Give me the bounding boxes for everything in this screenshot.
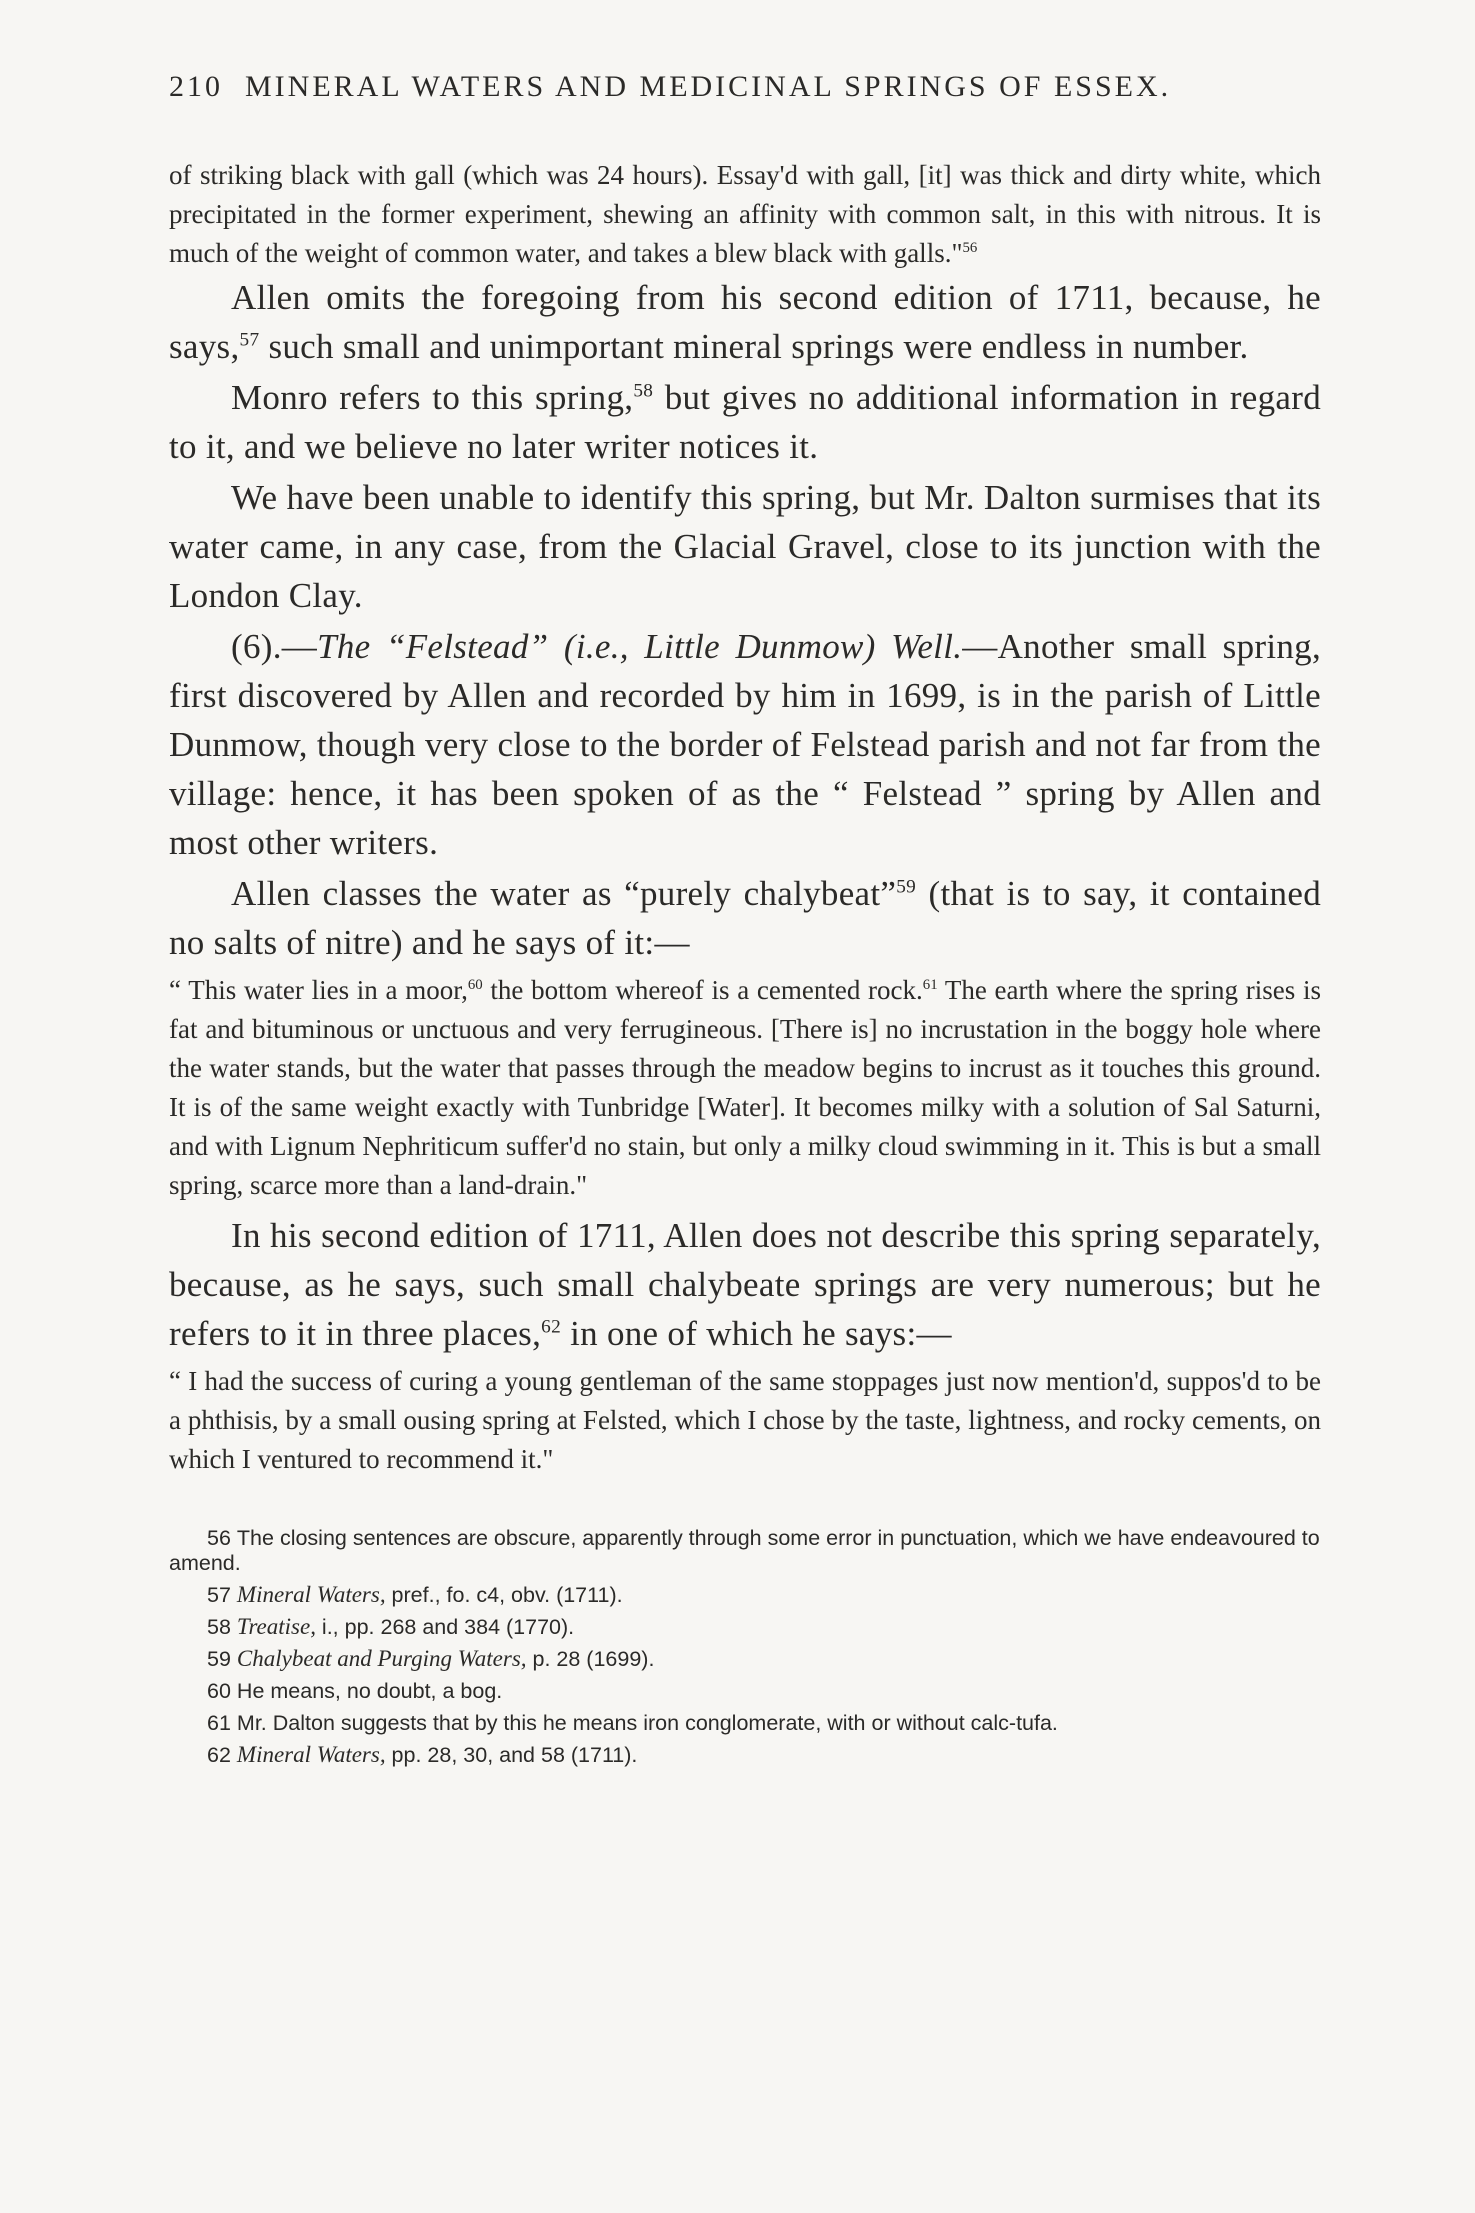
footnote-italic: Mineral Waters, <box>236 1742 386 1767</box>
paragraph-quote-continuation <box>169 156 1321 273</box>
section-title-part: (i.e., Little Dunmow) Well. <box>563 627 963 666</box>
quote-text: “ I had the success of curing a young gentleman of the same stoppages just now mention'd, suppos'd to be a phthisis, by a small ousing spring at Felsted, which I chose by the taste, lightness, and rocky cements, on which I ventured to recommend it." <box>169 1366 1321 1474</box>
paragraph-text: of striking black with gall (which was 24 hours). Essay'd with gall, [it] was thick and dirty white, which precipitated in the former experiment, shewing an affinity with common salt, in this with nitrous. It is much of the weight of common water, and takes a blew black with galls." <box>169 160 1321 268</box>
paragraph-text: Allen classes the water as “purely chalybeat” <box>231 874 897 913</box>
section-title-part: “Felstead” <box>370 627 564 666</box>
footnote-italic: Treatise, <box>236 1614 316 1639</box>
footnote-text: Mr. Dalton suggests that by this he means iron conglomerate, with or without calc-tufa. <box>236 1711 1058 1735</box>
footnote-number: 58 <box>207 1615 231 1639</box>
footnote-ref-56: 56 <box>962 240 978 256</box>
footnote <box>169 1710 1321 1736</box>
page-content <box>169 70 1321 1774</box>
block-quote-curing <box>169 1362 1321 1479</box>
section-title-part: The <box>317 627 371 666</box>
running-title: MINERAL WATERS AND MEDICINAL SPRINGS OF ESSEX. <box>245 70 1172 103</box>
quote-text: The earth where the spring rises is fat and bituminous or unctuous and very ferrugineous. [There is] no incrustation in the boggy hole where the water stands, but the water that passes through the meadow begins to incrust as it touches this ground. It is of the same weight exactly with Tunbridge [Water]. It becomes milky with a solution of Sal Saturni, and with Lignum Nephriticum suffer'd no stain, but only a milky cloud swimming in it. This is but a small spring, scarce more than a land-drain." <box>169 975 1321 1200</box>
footnote <box>169 1525 1321 1576</box>
footnote-text: The closing sentences are obscure, apparently through some error in punctuation, which we have endeavoured to amend. <box>169 1526 1320 1575</box>
paragraph-text: (that is to say, it contained no salts of nitre) and he says of it:— <box>169 874 1321 962</box>
paragraph-allen-classes <box>169 869 1321 967</box>
footnote-ref-59: 59 <box>896 876 917 898</box>
paragraph-text: In his second edition of 1711, Allen does not describe this spring separately, because, as he says, such small chalybeate springs are very numerous; but he refers to it in three places, <box>169 1216 1321 1353</box>
footnote <box>169 1742 1321 1768</box>
footnote-text: p. 28 (1699). <box>526 1647 655 1671</box>
footnote-number: 56 <box>207 1526 231 1550</box>
footnote-italic: Mineral Waters, <box>236 1582 386 1607</box>
running-head <box>169 70 1321 104</box>
footnote-text: i., pp. 268 and 384 (1770). <box>315 1615 575 1639</box>
footnote-number: 62 <box>207 1743 231 1767</box>
paragraph-text: in one of which he says:— <box>561 1314 952 1353</box>
footnote-ref-58: 58 <box>633 380 654 402</box>
footnote <box>169 1582 1321 1608</box>
paragraph-allen-omits <box>169 273 1321 371</box>
quote-text: “ This water lies in a moor, <box>169 975 468 1005</box>
paragraph-text: —Another small spring, first discovered by Allen and recorded by him in 1699, is in the parish of Little Dunmow, though very close to the border of Felstead parish and not far from the village: hence, it has been spoken of as the “ Felstead ” spring by Allen and most other writers. <box>169 627 1321 862</box>
footnote <box>169 1646 1321 1672</box>
paragraph-unable-identify <box>169 473 1321 620</box>
footnote-italic: Chalybeat and Purging Waters, <box>236 1646 527 1671</box>
paragraph-text: but gives no additional information in regard to it, and we believe no later writer notices it. <box>169 378 1322 466</box>
block-quote-moor <box>169 971 1321 1205</box>
footnote-ref-60: 60 <box>467 977 483 993</box>
footnote-ref-57: 57 <box>239 329 260 351</box>
paragraph-second-edition <box>169 1211 1321 1358</box>
footnote-number: 60 <box>207 1679 231 1703</box>
footnote-number: 57 <box>207 1583 231 1607</box>
footnote-text: pref., fo. c4, obv. (1711). <box>385 1583 623 1607</box>
paragraph-text: Allen omits the foregoing from his second edition of 1711, because, he says, <box>169 278 1321 366</box>
footnote-number: 59 <box>207 1647 231 1671</box>
quote-text: the bottom whereof is a cemented rock. <box>482 975 923 1005</box>
page-number: 210 <box>169 70 223 103</box>
paragraph-text: Monro refers to this spring, <box>231 378 634 417</box>
footnotes <box>169 1525 1321 1768</box>
section-number: (6).— <box>231 627 318 666</box>
paragraph-text: such small and unimportant mineral springs were endless in number. <box>259 327 1249 366</box>
footnote <box>169 1614 1321 1640</box>
footnote-ref-61: 61 <box>922 977 938 993</box>
footnote-text: He means, no doubt, a bog. <box>236 1679 503 1703</box>
footnote-number: 61 <box>207 1711 231 1735</box>
paragraph-text: We have been unable to identify this spring, but Mr. Dalton surmises that its water came, in any case, from the Glacial Gravel, close to its junction with the London Clay. <box>169 478 1321 615</box>
footnote-text: pp. 28, 30, and 58 (1711). <box>385 1743 638 1767</box>
footnote-ref-62: 62 <box>541 1316 562 1338</box>
section-6-heading-paragraph <box>169 622 1321 867</box>
paragraph-monro <box>169 373 1321 471</box>
footnote <box>169 1678 1321 1704</box>
